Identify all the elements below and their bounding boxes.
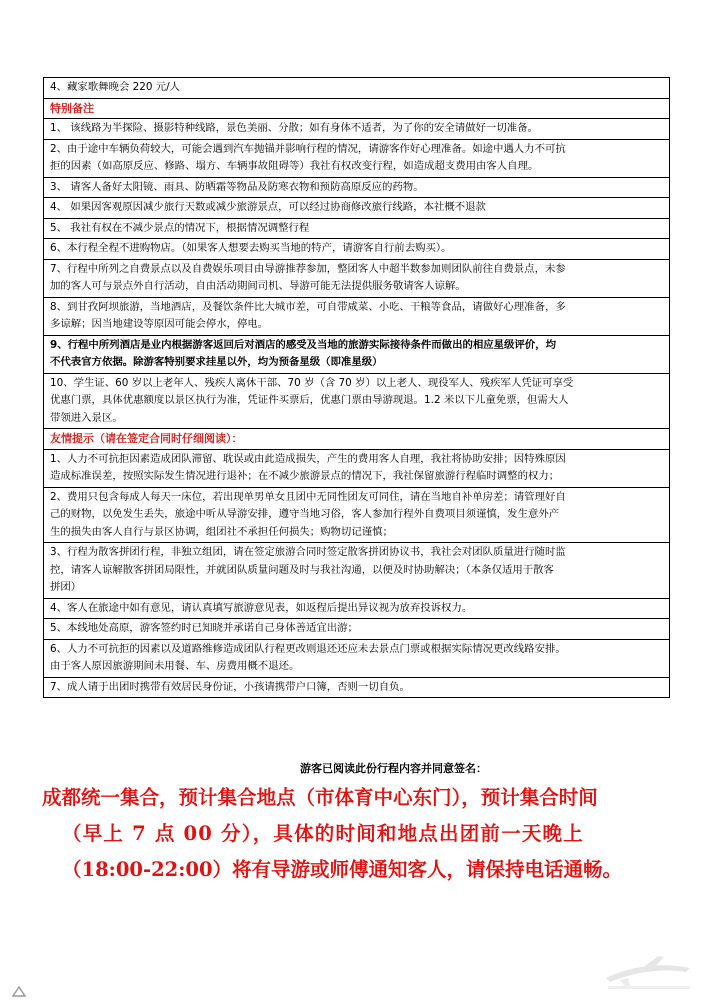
itinerary-notes-table xyxy=(43,77,670,698)
table-row: 2、由于途中车辆负荷较大，可能会遇到汽车抛锚并影响行程的情况，请游客作好心理准备。如途中遇人力不可抗 拒的因素（如高原反应、修路、塌方、车辆事故阻碍等）我社有权改变行程，如造成超支费用由客人自理。 xyxy=(44,140,669,178)
assembly-notice-line-1: 成都统一集合，预计集合地点（市体育中心东门），预计集合时间 xyxy=(42,786,598,809)
section-heading: 特别备注 xyxy=(44,99,669,120)
table-row: 5、 我社有权在不减少景点的情况下，根据情况调整行程 xyxy=(44,219,669,240)
table-row: 1、 该线路为半探险、摄影特种线路，景色美丽、分散；如有身体不适者，为了你的安全请做好一切准备。 xyxy=(44,119,669,140)
assembly-notice-line-3: （18:00-22:00）将有导游或师傅通知客人，请保持电话通畅。 xyxy=(62,858,623,881)
assembly-notice-line-2: （早上 7 点 00 分），具体的时间和地点出团前一天晚上 xyxy=(62,822,584,845)
table-row: 9、行程中所列酒店是业内根据游客返回后对酒店的感受及当地的旅游实际接待条件而做出的相应星级评价，均 不代表官方依据。除游客特别要求挂星以外，均为预备星级（即准星级） xyxy=(44,336,669,374)
table-row: 6、人力不可抗拒的因素以及道路维修造成团队行程更改则退还还应未去景点门票或根据实际情况更改线路安排。 由于客人原因旅游期间未用餐、车、房费用概不退还。 xyxy=(44,640,669,678)
table-row: 4、藏家歌舞晚会 220 元/人 xyxy=(44,78,669,99)
table-row: 1、人力不可抗拒因素造成团队滞留、耽误或由此造成损失，产生的费用客人自理，我社将协助安排；因特殊原因 造成标准误差，按照实际发生情况进行退补；在不减少旅游景点的情况下，我社保留旅游行程临时调整的权力； xyxy=(44,450,669,488)
table-row: 3、行程为散客拼团行程，非独立组团，请在签定旅游合同时签定散客拼团协议书，我社会对团队质量进行随时监 控，请客人谅解散客拼团局限性，并就团队质量问题及时与我社沟通，以便及时协助解决；（本条仅适用于散客 拼团） xyxy=(44,543,669,599)
table-row: 7、行程中所列之自费景点以及自费娱乐项目由导游推荐参加，整团客人中超半数参加则团队前往自费景点，未参 加的客人可与景点外自行活动，自由活动期间司机、导游可能无法提供服务敬请客人谅解。 xyxy=(44,260,669,298)
table-row: 6、本行程全程不进购物店。（如果客人想要去购买当地的特产，请游客自行前去购买）。 xyxy=(44,239,669,260)
table-row: 4、客人在旅途中如有意见，请认真填写旅游意见表，如返程后提出异议视为放弃投诉权力。 xyxy=(44,599,669,620)
table-row: 10、学生证、60 岁以上老年人、残疾人离休干部、70 岁（含 70 岁）以上老人、现役军人、残疾军人凭证可享受 优惠门票，具体优惠额度以景区执行为准，凭证件买票后，优惠门票由导游现退。1.2 米以下儿童免票，但需大人 带领进入景区。 xyxy=(44,374,669,430)
signature-prompt: 游客已阅读此份行程内容并同意签名： xyxy=(300,762,487,775)
section-heading: 友情提示（请在签定合同时仔细阅读）： xyxy=(44,429,669,450)
table-row: 4、 如果因客观原因减少旅行天数或减少旅游景点，可以经过协商修改旅行线路，本社概不退款 xyxy=(44,198,669,219)
table-row: 3、 请客人备好太阳镜、雨具、防晒霜等物品及防寒衣物和预防高原反应的药物。 xyxy=(44,178,669,199)
assembly-notice xyxy=(42,780,682,888)
table-row: 7、成人请于出团时携带有效居民身份证，小孩请携带户口簿，否则一切自负。 xyxy=(44,678,669,699)
page-arrow-icon[interactable] xyxy=(12,985,26,997)
table-row: 5、本线地处高原，游客签约时已知晓并承诺自己身体善适宜出游； xyxy=(44,619,669,640)
table-row: 2、费用只包含每成人每天一床位，若出现单男单女且团中无同性团友可同住，请在当地自补单房差；请管理好自 己的财物，以免发生丢失，旅途中听从导游安排，遵守当地习俗，客人参加行程外自费项目须谨慎，发生意外产 生的损失由客人自行与景区协调，组团社不承担任何损失；购物切记谨慎； xyxy=(44,488,669,544)
airplane-logo-watermark-icon xyxy=(600,948,695,993)
table-row: 8、到甘孜阿坝旅游，当地酒店，及餐饮条件比大城市差，可自带咸菜、小吃、干粮等食品，请做好心理准备，多 多谅解；因当地建设等原因可能会停水，停电。 xyxy=(44,298,669,336)
